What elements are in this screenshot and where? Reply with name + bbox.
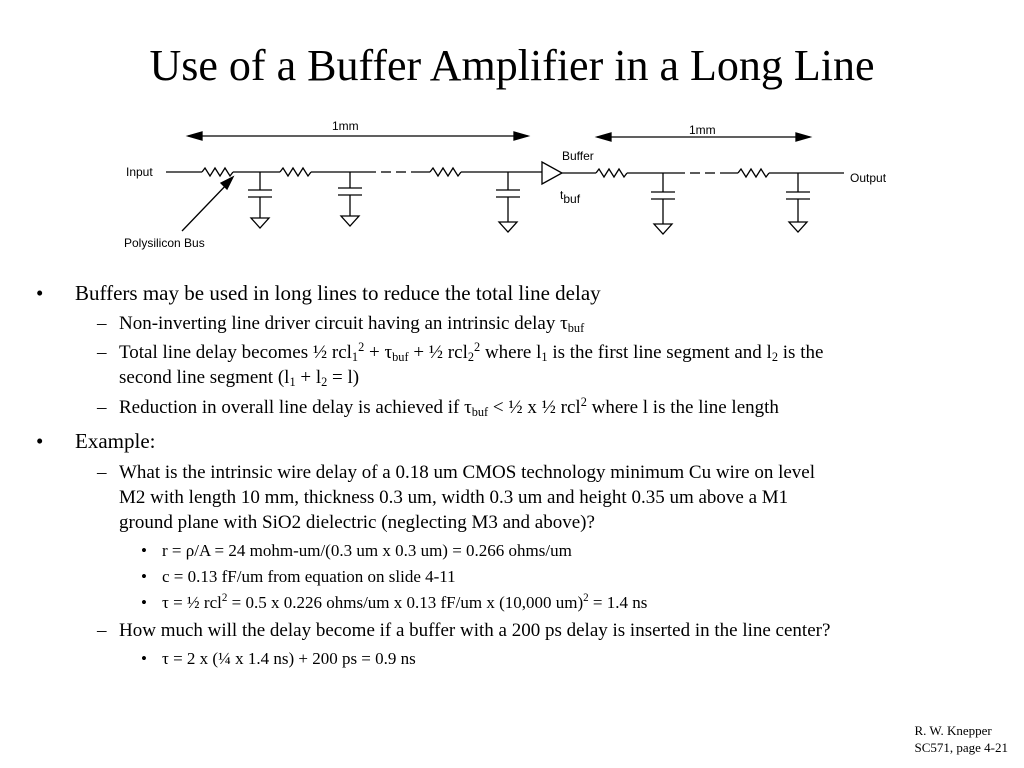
slide-title: Use of a Buffer Amplifier in a Long Line [149, 41, 875, 90]
sub-bullet-question-line2: M2 with length 10 mm, thickness 0.3 um, width 0.3 um and height 0.35 um above a M1 [119, 487, 789, 508]
footer-author: R. W. Knepper [914, 723, 992, 738]
bullet-example: Example: [75, 429, 156, 453]
detail-capacitance: c = 0.13 fF/um from equation on slide 4-11 [162, 567, 456, 586]
detail-tau: τ = ½ rcl$^2$ = 0.5 x 0.226 ohms/um x 0.13 fF/um x (10,000 um)$^2$ = 1.4 ns [162, 592, 648, 612]
dash-marker: – [97, 620, 107, 641]
dot-marker: • [141, 541, 147, 560]
tbuf-label: tbuf [560, 188, 581, 206]
dot-marker: • [141, 593, 147, 612]
dot-marker: • [141, 567, 147, 586]
sub-bullet-driver: Non-inverting line driver circuit having an intrinsic delay $\tau_{buf}$ [119, 313, 585, 335]
bullet-buffers: Buffers may be used in long lines to reduce the total line delay [75, 281, 601, 305]
dash-marker: – [97, 342, 107, 363]
dash-marker: – [97, 397, 107, 418]
dot-marker: • [141, 649, 147, 668]
output-label: Output [850, 171, 887, 185]
dimension-label-left: 1mm [332, 119, 359, 133]
footer-page: SC571, page 4-21 [914, 740, 1008, 755]
sub-bullet-reduction: Reduction in overall line delay is achieved if $\tau_{buf}$ < ½ x ½ rcl$^2$ where l is the line length [119, 395, 779, 419]
sub-bullet-total-delay-cont: second line segment $(l_1 + l_2 = l)$ [119, 367, 360, 389]
polysilicon-bus-label: Polysilicon Bus [124, 236, 205, 250]
slide-footer [914, 722, 1008, 756]
dash-marker: – [97, 313, 107, 334]
detail-resistance: r = ρ/A = 24 mohm-um/(0.3 um x 0.3 um) = 0.266 ohms/um [162, 541, 572, 560]
sub-bullet-buffer-question: How much will the delay become if a buffer with a 200 ps delay is inserted in the line center? [119, 620, 831, 641]
dash-marker: – [97, 462, 107, 483]
bullet-marker: • [36, 429, 44, 453]
sub-bullet-question-line1: What is the intrinsic wire delay of a 0.18 um CMOS technology minimum Cu wire on level [119, 462, 816, 483]
bullet-marker: • [36, 281, 44, 305]
buffer-label: Buffer [562, 149, 594, 163]
dimension-label-right: 1mm [689, 123, 716, 137]
sub-bullet-question-line3: ground plane with SiO2 dielectric (neglecting M3 and above)? [119, 512, 595, 533]
input-label: Input [126, 165, 153, 179]
sub-bullet-total-delay: Total line delay becomes ½ $rcl_1^2 + \tau_{buf}$ + ½ rcl$_2^2$ where $l_1$ is the first line segment and $l_2$ is the [119, 340, 824, 364]
detail-answer: τ = 2 x (¼ x 1.4 ns) + 200 ps = 0.9 ns [162, 649, 416, 668]
